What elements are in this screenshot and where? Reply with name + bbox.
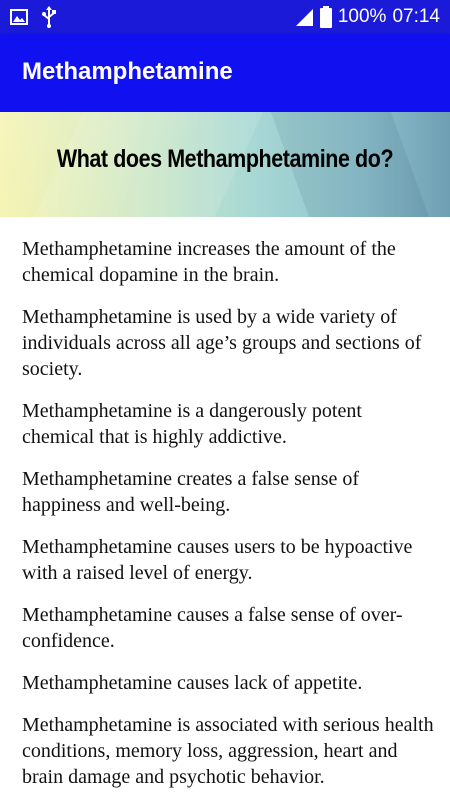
article-content bbox=[22, 236, 437, 806]
battery-icon bbox=[320, 6, 332, 28]
banner-heading: What does Methamphetamine do? bbox=[56, 145, 394, 173]
paragraph: Methamphetamine causes users to be hypoactive with a raised level of energy. bbox=[22, 536, 413, 584]
paragraph: Methamphetamine is a dangerously potent chemical that is highly addictive. bbox=[22, 400, 362, 448]
paragraph: Methamphetamine is used by a wide variety of individuals across all age’s groups and sections of society. bbox=[22, 306, 422, 380]
paragraph: Methamphetamine increases the amount of the chemical dopamine in the brain. bbox=[22, 238, 396, 286]
paragraph: Methamphetamine creates a false sense of happiness and well-being. bbox=[22, 468, 360, 516]
paragraph: Methamphetamine causes a false sense of over-confidence. bbox=[22, 604, 403, 652]
page-title: Methamphetamine bbox=[22, 58, 233, 85]
status-bar bbox=[0, 0, 450, 34]
signal-icon bbox=[294, 7, 314, 27]
banner bbox=[0, 112, 450, 217]
battery-percent: 100% bbox=[337, 6, 387, 27]
status-left-icons bbox=[10, 6, 56, 28]
status-right-icons bbox=[294, 6, 440, 28]
app-bar bbox=[0, 34, 450, 112]
image-icon bbox=[10, 8, 28, 26]
clock: 07:14 bbox=[392, 6, 440, 27]
usb-icon bbox=[42, 6, 56, 28]
paragraph: Methamphetamine is associated with serious health conditions, memory loss, aggression, heart and brain damage and psychotic behavior. bbox=[22, 714, 434, 788]
paragraph: Methamphetamine causes lack of appetite. bbox=[22, 672, 363, 694]
